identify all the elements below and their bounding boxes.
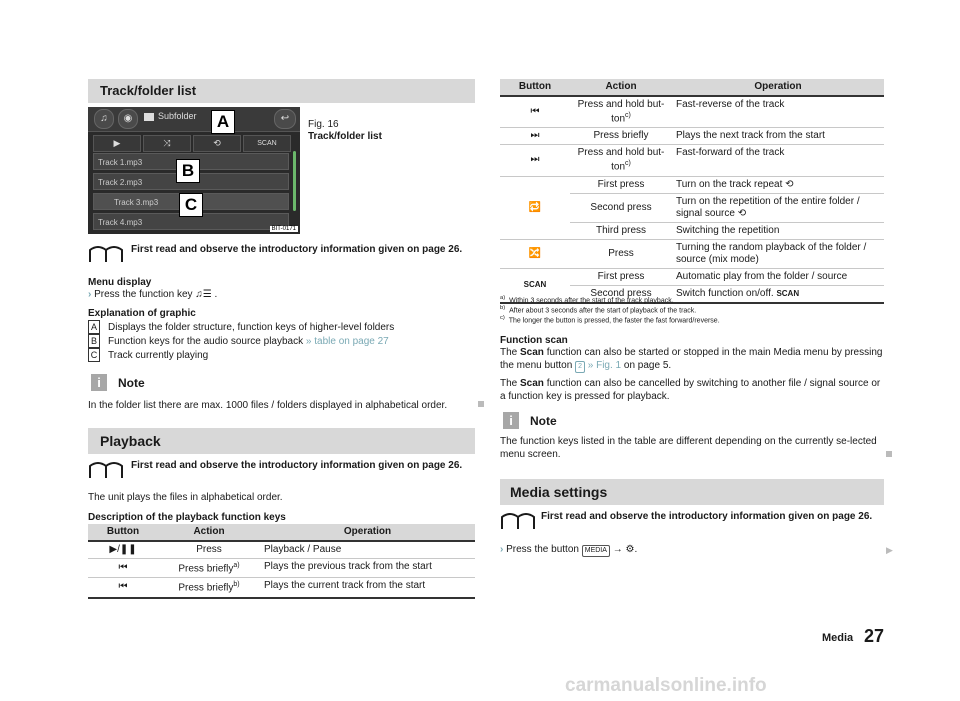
repeat-icon: ⟲	[193, 135, 241, 152]
menu-button-2: 2	[575, 361, 585, 373]
track-row: Track 2.mp3	[93, 173, 289, 190]
explanation-item: C Track currently playing	[88, 348, 208, 362]
warning-book-icon	[500, 509, 536, 531]
screen-top-bar	[88, 107, 300, 132]
table-row: Second press Switch function on/off. SCAN	[500, 285, 884, 303]
folder-label: Subfolder	[158, 111, 197, 121]
callout-b: B	[176, 159, 200, 183]
repeat-icon: 🔁	[500, 176, 570, 239]
playback-text: The unit plays the files in alphabetical order.	[88, 492, 283, 503]
col-header-button: Button	[500, 79, 570, 96]
section-title-playback: Playback	[88, 428, 475, 454]
col-header-operation: Operation	[260, 524, 475, 541]
col-header-action: Action	[570, 79, 672, 96]
watermark: carmanualsonline.info	[565, 675, 767, 696]
footnote: $^{a)}$ Within 3 seconds after the start of the track playback.	[500, 295, 674, 305]
scan-icon: SCAN	[500, 268, 570, 303]
explanation-heading: Explanation of graphic	[88, 308, 196, 319]
table-row: ▶/❚❚ Press Playback / Pause	[88, 541, 475, 559]
page-number: 27	[864, 626, 885, 646]
table-row: ⏭ Press and hold but-ton$^{c)}$ Fast-forward of the track	[500, 145, 884, 176]
table-row: ⏮ Press briefly$^{b)}$ Plays the current track from the start	[88, 578, 475, 598]
disc-icon: ◉	[118, 109, 138, 129]
note-text: The function keys listed in the table are different depending on the currently se-lected menu screen.	[500, 436, 877, 460]
track-folder-screen-figure	[88, 107, 300, 234]
menu-display-heading: Menu display	[88, 277, 152, 288]
press-media-button: › Press the button MEDIA → ⚙.	[500, 544, 638, 555]
track-row-playing: Track 3.mp3	[93, 193, 289, 210]
figure-label: Fig. 16	[308, 119, 339, 130]
callout-c: C	[179, 193, 203, 217]
note-title: Note	[118, 376, 145, 390]
warning-book-icon	[88, 242, 124, 264]
footer-label: Media	[822, 632, 854, 644]
media-key: MEDIA	[582, 545, 610, 557]
footnote: $^{b)}$ After about 3 seconds after the start of playback of the track.	[500, 305, 697, 315]
play-icon: ▶	[93, 135, 141, 152]
function-scan-paragraph: The Scan function can also be started or stopped in the main Media menu by pressing the menu button 2 » Fig. 1 on page 5.	[500, 347, 883, 371]
end-marker	[886, 451, 892, 457]
function-scan-heading: Function scan	[500, 335, 568, 346]
function-scan-paragraph: The Scan function can also be cancelled by switching to another file / signal source or a function key is pressed for playback.	[500, 378, 881, 402]
music-note-icon: ♫	[94, 109, 114, 129]
warning-text: First read and observe the introductory information given on page 26.	[131, 460, 463, 471]
table-row: SCAN First press Automatic play from the folder / source	[500, 268, 884, 285]
table-link[interactable]: » table on page 27	[305, 336, 389, 347]
warning-text: First read and observe the introductory information given on page 26.	[131, 244, 463, 255]
note-text: In the folder list there are max. 1000 files / folders displayed in alphabetical order.	[88, 400, 448, 411]
end-marker	[478, 401, 484, 407]
playback-keys-table	[88, 524, 475, 599]
previous-track-icon: ⏮	[500, 96, 570, 128]
table-row: ⏮ Press and hold but-ton$^{c)}$ Fast-reverse of the track	[500, 96, 884, 128]
music-list-icon: ♫☰	[195, 289, 212, 300]
explanation-item: A Displays the folder structure, function keys of higher-level folders	[88, 320, 394, 334]
previous-track-icon: ⏮	[88, 578, 158, 598]
fig-link[interactable]: » Fig. 1	[587, 360, 622, 371]
table-title: Description of the playback function keys	[88, 512, 286, 523]
repeat-folder-icon: ⟲	[737, 207, 747, 219]
section-title-track-folder-list: Track/folder list	[88, 79, 475, 103]
scrollbar	[293, 151, 296, 211]
explanation-item: B Function keys for the audio source playback » table on page 27	[88, 334, 389, 348]
col-header-operation: Operation	[672, 79, 884, 96]
next-track-icon: ⏭	[500, 145, 570, 176]
playback-keys-table-continued	[500, 79, 884, 304]
table-row: 🔁 First press Turn on the track repeat ⟲	[500, 176, 884, 193]
note-info-icon: i	[503, 412, 519, 429]
repeat-track-icon: ⟲	[785, 178, 794, 190]
settings-gear-icon: ⚙	[625, 544, 635, 555]
table-row: ⏭ Press briefly Plays the next track from the start	[500, 128, 884, 145]
press-function-key: › Press the function key ♫☰ .	[88, 289, 218, 300]
folder-icon	[144, 113, 154, 121]
table-row: 🔀 Press Turning the random playback of the folder / source (mix mode)	[500, 239, 884, 268]
callout-a: A	[211, 110, 235, 134]
previous-track-icon: ⏮	[88, 559, 158, 578]
continue-arrow-icon: ▶	[886, 545, 893, 555]
figure-caption: Track/folder list	[308, 131, 382, 142]
footnote: $^{c)}$ The longer the button is pressed, the faster the fast forward/reverse.	[500, 315, 720, 325]
note-title: Note	[530, 414, 557, 428]
table-row: Second press Turn on the repetition of the entire folder / signal source ⟲	[500, 193, 884, 222]
image-code: BIT-0171	[271, 226, 296, 232]
scan-label: SCAN	[243, 135, 291, 152]
back-icon: ↩	[274, 109, 296, 129]
scan-icon: SCAN	[776, 288, 800, 298]
warning-text: First read and observe the introductory information given on page 26.	[541, 511, 873, 522]
warning-book-icon	[88, 458, 124, 480]
note-info-icon: i	[91, 374, 107, 391]
section-title-media-settings: Media settings	[500, 479, 884, 505]
col-header-action: Action	[158, 524, 260, 541]
table-row: ⏮ Press briefly$^{a)}$ Plays the previous track from the start	[88, 559, 475, 578]
next-track-icon: ⏭	[500, 128, 570, 145]
table-row: Third press Switching the repetition	[500, 222, 884, 239]
track-row: Track 1.mp3	[93, 153, 289, 170]
play-pause-icon: ▶/❚❚	[88, 541, 158, 559]
shuffle-icon: 🔀	[500, 239, 570, 268]
shuffle-icon: ⤨	[143, 135, 191, 152]
col-header-button: Button	[88, 524, 158, 541]
track-row: Track 4.mp3	[93, 213, 289, 230]
